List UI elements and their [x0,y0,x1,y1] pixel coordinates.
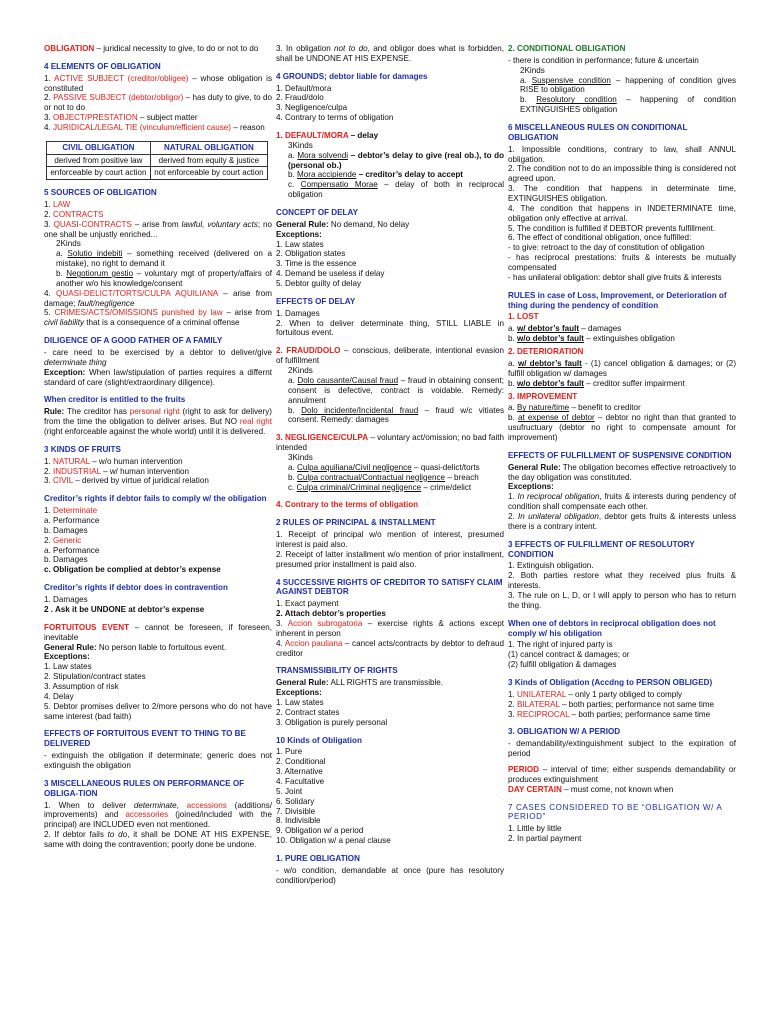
list-item: 3. RECIPROCAL – both parties; performance same time [508,709,711,719]
list-item: 2. CONTRACTS [44,209,104,219]
list-item: 8. Indivisible [276,816,321,826]
list-item: 9. Obligation w/ a period [276,826,364,836]
section-heading: Creditor’s rights if debtor does in contravention [44,583,228,593]
table-header: CIVIL OBLIGATION [47,141,151,154]
section-heading: 3 EFFECTS OF FULFILLMENT OF RESOLUTORY CONDITION [508,539,695,559]
list-item: 1. Impossible conditions, contrary to law, shall ANNUL obligation. [508,144,736,164]
elements-of-obligation [44,62,272,133]
transmissibility-section: TRANSMISSIBILITY OF RIGHTS General Rule: ALL RIGHTS are transmissible. Exceptions: 1. Law states 2. Contract states 3. Obligation is purely personal [276,666,504,727]
list-item: 3. Alternative [276,767,323,777]
effects-fortuitous-section: EFFECTS OF FORTUITOUS EVENT TO THING TO BE DELIVERED - extinguish the obligation if determinate; generic does not extinguish the obligation [44,729,272,770]
list-item: 4. QUASI-DELICT/TORTS/CULPA AQUILIANA – arise from damage; fault/negligence [44,288,272,308]
not-to-do-rule: 3. In obligation not to do, and obligor does what is forbidden, shall be UNDONE AT HIS EXPENSE. [276,44,504,63]
section-heading: When creditor is entitled to the fruits [44,395,186,405]
effects-suspensive-section: EFFECTS OF FULFILLMENT OF SUSPENSIVE CONDITION General Rule: The obligation becomes effective retroactively to the day obligation was constituted. Exceptions: 1. In reciprocal obligation, fruits & interests during pendency of condition shall compensate each other. 2. In unilateral obligation, debtor gets fruits & interests unless there is a contrary intent. [508,450,737,531]
list-item: 10. Obligation w/ a penal clause [276,836,391,846]
definition-text: – juridical necessity to give, to do or not to do [94,44,259,53]
list-item: 3. QUASI-CONTRACTS – arise from lawful, voluntary acts; no one shall be unjustly enriched... [44,219,272,239]
principal-installment-section: 2 RULES OF PRINCIPAL & INSTALLMENT 1. Receipt of principal w/o mention of interest, presumed interest is paid also. 2. Receipt of latter installment w/o mention of prior installment, presumed prior installment is paid also. [276,518,504,569]
list-item: 5. Debtor promises deliver to 2/more persons who do not have same interest (bad faith) [44,701,272,721]
fraud-section: 2. FRAUD/DOLO – conscious, deliberate, intentional evasion of fulfillment 2Kinds a. Dolo causante/Causal fraud – fraud in obtaining consent; consent is defective, contract is voidable. Remedy: annulment b. Dolo incidente/Incidental fraud – fraud w/c vitiates consent. Remedy: damages [276,346,505,425]
list-item: 2. PASSIVE SUBJECT (debtor/obligor) – has duty to give, to do or not to do [44,93,272,113]
list-item: 6. Solidary [276,796,315,806]
list-item: 7. Divisible [276,806,316,816]
table-cell: enforceable by court action [47,167,151,180]
diligence-section: DILIGENCE OF A GOOD FATHER OF A FAMILY - care need to be exercised by a debtor to deliver/give determinate thing Exception: When law/stipulation of parties requires a differnt standard of care (slight/extraordinary diligence). [44,336,272,387]
section-heading: 3 Kinds of Obligation (Accdng to PERSON OBLIGED) [508,677,713,687]
list-item: 4. The condition that happens in INDETERMINATE time, obligation only effective at arrival. [508,203,736,223]
table-cell: derived from equity & justice [150,154,267,167]
list-item: 5. The condition is fulfilled if DEBTOR prevents fulfillment. [508,223,716,233]
list-item: 2. The condition not to do an impossible thing is considered not agreed upon. [508,164,736,184]
pure-obligation-section: 1. PURE OBLIGATION - w/o condition, demandable at once (pure has resolutory condition/period) [276,854,504,885]
section-heading: 7 CASES CONSIDERED TO BE “OBLIGATION W/ A PERIOD” [508,802,722,822]
effects-delay-section [276,297,504,338]
period-section: 3. OBLIGATION W/ A PERIOD - demandability/extinguishment subject to the expiration of period PERIOD – interval of time; either suspends demandability or produces extinguishment DAY CERTAIN – must come, not known when [508,727,736,794]
negligence-section: 3. NEGLIGENCE/CULPA – voluntary act/omission; no bad faith intended 3Kinds a. Culpa aquiliana/Civil negligence – quasi-delict/torts b. Culpa contractual/Contractual negligence – breach c. Culpa criminal/Criminal negligence – crime/delict [276,433,505,492]
section-heading: CONCEPT OF DELAY [276,208,358,218]
list-item: - has reciprocal prestations: fruits & interests be mutually compensated [508,253,736,273]
section-heading: TRANSMISSIBILITY OF RIGHTS [276,666,398,676]
table-row [47,167,268,180]
list-item: 2. In partial payment [508,834,582,844]
section-heading: Creditor’s rights if debtor fails to comply w/ the obligation [44,494,267,504]
section-heading: EFFECTS OF DELAY [276,296,356,306]
list-item: b. Negotiorum gestio – voluntary mgt of property/affairs of another w/o his knowledge/consent [56,269,273,288]
list-item: 2. INDUSTRIAL – w/ human intervention [44,466,190,476]
list-item: 3. Negligence/culpa [276,103,348,113]
term-obligation: OBLIGATION [44,44,95,53]
list-item: 2. Both parties restore what they received plus fruits & interests. [508,571,736,591]
table-cell: derived from positive law [47,154,151,167]
list-item: 4. Delay [44,691,74,701]
creditor-fruits-section: When creditor is entitled to the fruits Rule: The creditor has personal right (right to ask for delivery) from the time the obligation to deliver arises. But NO real right (right enforceable against the whole world) until it is delivered. [44,395,272,437]
fortuitous-section: FORTUITOUS EVENT – cannot be foreseen, if foreseen, inevitable General Rule: No person liable to fortuitous event. Exceptions: 1. Law states 2. Stipulation/contract states 3. Assumption of risk 4. Delay 5. Debtor promises deliver to 2/more persons who do not have same interest (bad faith) [44,622,272,721]
section-heading: DILIGENCE OF A GOOD FATHER OF A FAMILY [44,336,223,346]
list-item: 4. Facultative [276,777,325,786]
list-item: 3. CIVIL – derived by virtue of juridical relation [44,476,209,486]
list-item: 1. Law states [276,239,324,249]
list-item: 1. Law states [44,662,92,672]
kinds-label: 2Kinds [56,239,81,249]
section-heading: 2. CONDITIONAL OBLIGATION [508,44,626,53]
list-item: 3. Time is the essence [276,259,357,269]
list-item: 3. Obligation is purely personal [276,717,388,727]
list-item: 2. Conditional [276,757,326,767]
list-item: 2. BILATERAL – both parties; performance not same time [508,699,715,709]
section-heading: 10 Kinds of Obligation [276,735,362,745]
section-heading: RULES in case of Loss, Improvement, or Deterioration of thing during the pendency of condition [508,290,727,310]
list-item: 5. CRIMES/ACTS/OMISSIONS punished by law – arise from civil liability that is a consequence of a criminal offense [44,308,272,328]
section-heading: 5 SOURCES OF OBLIGATION [44,188,157,198]
list-item: 5. Joint [276,786,303,796]
column-2 [276,44,504,894]
list-item: 1. Default/mora [276,83,332,93]
misc-conditional-section [508,123,736,283]
section-heading: 3 MISCELLANEOUS RULES ON PERFORMANCE OF OBLIGA-TION [44,778,245,798]
list-item: 1. Little by little [508,824,562,834]
contrary-section [276,500,504,510]
list-item: 1. ACTIVE SUBJECT (creditor/obligee) – whose obligation is constituted [44,73,272,93]
obligation-definition [44,44,272,54]
concept-delay-section: CONCEPT OF DELAY General Rule: No demand, No delay Exceptions: 1. Law states 2. Obligation states 3. Time is the essence 4. Demand be useless if delay 5. Debtor guilty of delay [276,208,504,289]
list-item: 1. LAW [44,199,71,209]
list-item: 4. Contrary to terms of obligation [276,113,394,123]
misc-performance-section: 3 MISCELLANEOUS RULES ON PERFORMANCE OF OBLIGA-TION 1. When to deliver determinate, accessions (additions/ improvements) and accessories (joined/included with the principal) are INCLUDED even not mentioned. 2. If debtor fails to do, it shall be DONE AT HIS EXPENSE, same with doing the contravention; poorly done be undone. [44,778,273,849]
section-heading: 2 RULES OF PRINCIPAL & INSTALLMENT [276,518,436,528]
list-item: 3. The rule on L, D, or I will apply to person who has to return the thing. [508,590,736,610]
section-heading: 4 ELEMENTS OF OBLIGATION [44,61,161,71]
list-item: 4. JURIDICAL/LEGAL TIE (vinculum/efficient cause) – reason [44,123,265,133]
list-item: 2. Obligation states [276,249,346,259]
list-item: 1. UNILATERAL – only 1 party obliged to comply [508,689,683,699]
successive-rights-section: 4 SUCCESSIVE RIGHTS OF CREDITOR TO SATISFY CLAIM AGAINST DEBTOR 1. Exact payment 2. Attach debtor’s properties 3. Accion subrogatoria – exercise rights & actions except inherent in person 4. Accion pauliana – cancel acts/contracts by debtor to defraud creditor [276,577,504,658]
loss-rules-section: RULES in case of Loss, Improvement, or Deterioration of thing during the pendency of condition 1. LOST a. w/ debtor’s fault – damages b. w/o debtor’s fault – extinguishes obligation 2. DETERIORATION a. w/ debtor’s fault - (1) cancel obligation & damages; or (2) fulfill obligation w/ damages b. w/o debtor’s fault – creditor suffer impairment 3. IMPROVEMENT a. By nature/time – benefit to creditor b. at expense of debtor – debtor no right than that granted to usufructuary (debtor no right to compensate amount for improvement) [508,290,737,442]
list-item: 1. Damages [276,308,320,318]
sources-of-obligation [44,188,272,328]
list-item: 6. The effect of conditional obligation, once fulfilled: [508,233,692,243]
list-item: a. Solutio indebiti – something received (delivered on a mistake), no right to demand it [56,249,272,269]
list-item: (2) fulfill obligation & damages [508,660,617,670]
list-item: 2. Stipulation/contract states [44,672,146,682]
list-item: 5. Debtor guilty of delay [276,279,362,289]
section-heading: 6 MISCELLANEOUS RULES ON CONDITIONAL OBLIGATION [508,123,688,142]
kinds-of-fruits [44,445,272,486]
list-item: 2. Fraud/dolo [276,93,324,103]
list-item: 1. NATURAL – w/o human intervention [44,456,183,466]
list-item: - has unilateral obligation: debtor shall give fruits & interests [508,272,722,282]
list-item: 3. The condition that happens in determinate time, EXTINGUISHES obligation. [508,184,736,204]
list-item: 1. Extinguish obligation. [508,561,594,571]
section-heading: EFFECTS OF FORTUITOUS EVENT TO THING TO BE DELIVERED [44,729,246,749]
rights-fail-section: Creditor’s rights if debtor fails to comply w/ the obligation 1. Determinate a. Performance b. Damages 2. Generic a. Performance b. Damages c. Obligation be complied at debtor’s expense [44,494,272,575]
list-item: 3. Assumption of risk [44,681,119,691]
list-item: 1. Pure [276,747,303,757]
table-header: NATURAL OBLIGATION [150,141,267,154]
section-heading: 4 GROUNDS; debtor liable for damages [276,71,428,81]
grounds-section [276,72,504,123]
reciprocal-fail-section [508,619,736,670]
list-item: 4. Demand be useless if delay [276,269,385,279]
list-item: 1. Law states [276,697,324,707]
default-section: 1. DEFAULT/MORA – delay 3Kinds a. Mora solvendi – debtor’s delay to give (real ob.), to do (personal ob.) b. Mora accipiende – creditor’s delay to accept c. Compensatio Morae – delay of both in reciprocal obligation [276,131,505,200]
list-item: 3. OBJECT/PRESTATION – subject matter [44,113,198,123]
table-cell: not enforceable by court action [150,167,267,180]
conditional-section: 2. CONDITIONAL OBLIGATION - there is condition in performance; future & uncertain 2Kinds a. Suspensive condition – happening of condition gives RISE to obligation b. Resolutory condition – happening of condition EXTINGUISHES obligation [508,44,736,115]
list-item: (1) cancel contract & damages; or [508,650,630,660]
section-heading: 4 SUCCESSIVE RIGHTS OF CREDITOR TO SATISFY CLAIM AGAINST DEBTOR [276,577,503,597]
civil-natural-table [46,141,268,180]
table-row [47,154,268,167]
kinds-obligation-section [276,736,504,846]
column-1 [44,44,272,858]
list-item: 2. When to deliver determinate thing, STILL LIABLE in fortuitous event. [276,318,504,338]
effects-resolutory-section [508,540,736,611]
section-heading: 1. PURE OBLIGATION [276,854,360,864]
column-3 [508,44,736,852]
section-heading: EFFECTS OF FULFILLMENT OF SUSPENSIVE CONDITION [508,450,732,460]
section-heading: 3. OBLIGATION W/ A PERIOD [508,727,621,737]
cases-section [508,803,736,844]
section-heading: 4. Contrary to the terms of obligation [276,500,419,510]
list-item: 2. Contract states [276,707,340,717]
section-heading: When one of debtors in reciprocal obligation does not comply w/ his obligation [508,618,716,638]
rights-contravention-section: Creditor’s rights if debtor does in contravention 1. Damages 2 . Ask it be UNDONE at debtor’s expense [44,583,272,615]
section-heading: 3 KINDS OF FRUITS [44,444,121,454]
list-item: - to give: retroact to the day of constitution of obligation [508,243,705,253]
kinds-person-section [508,678,736,719]
list-item: 1. The right of injured party is [508,640,613,650]
